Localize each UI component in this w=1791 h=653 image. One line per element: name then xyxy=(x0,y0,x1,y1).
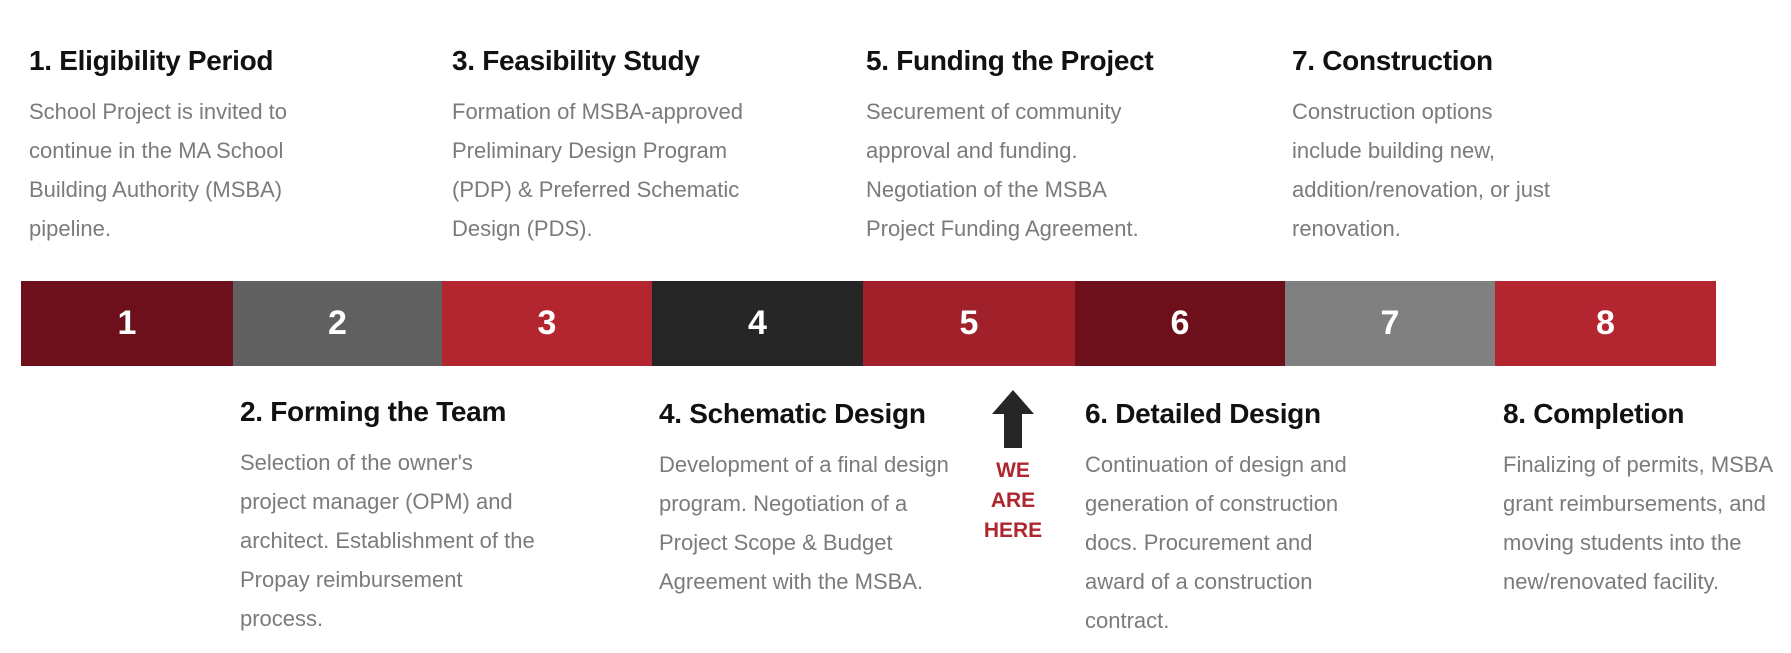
step-8-description: Finalizing of permits, MSBA grant reimbursements, and moving students into the new/renovated facility. xyxy=(1503,452,1772,594)
step-2-number: 2 xyxy=(328,304,347,342)
step-6-title: 6. Detailed Design xyxy=(1085,398,1321,429)
step-1-title: 1. Eligibility Period xyxy=(29,45,274,76)
step-1-number: 1 xyxy=(117,304,137,342)
step-5-description: Securement of community approval and funding. Negotiation of the MSBA Project Funding Agreement. xyxy=(866,99,1139,241)
step-7-segment xyxy=(1285,281,1495,366)
step-2-block xyxy=(240,395,540,638)
step-4-number: 4 xyxy=(748,304,767,342)
step-7-block xyxy=(1292,44,1562,248)
step-5-segment xyxy=(863,281,1075,366)
step-3-block xyxy=(452,44,762,248)
step-1-block xyxy=(29,44,329,248)
step-4-description: Development of a final design program. Negotiation of a Project Scope & Budget Agreement with the MSBA. xyxy=(659,452,949,594)
step-5-title: 5. Funding the Project xyxy=(866,45,1154,76)
step-8-title: 8. Completion xyxy=(1503,398,1685,429)
step-6-segment xyxy=(1075,281,1285,366)
step-6-number: 6 xyxy=(1170,304,1190,342)
step-8-number: 8 xyxy=(1596,304,1615,342)
step-bar xyxy=(21,281,1716,366)
step-7-description: Construction options include building new, addition/renovation, or just renovation. xyxy=(1292,99,1551,241)
step-5-block xyxy=(866,44,1166,248)
step-8-segment xyxy=(1495,281,1716,366)
step-3-description: Formation of MSBA-approved Preliminary Design Program (PDP) & Preferred Schematic Design (PDS). xyxy=(452,99,744,241)
step-7-title: 7. Construction xyxy=(1292,45,1493,76)
step-4-title: 4. Schematic Design xyxy=(659,398,926,429)
step-6-description: Continuation of design and generation of construction docs. Procurement and award of a construction contract. xyxy=(1085,452,1347,633)
we-are-here-marker xyxy=(970,390,1056,546)
we-are-here-label: WE ARE HERE xyxy=(983,459,1043,542)
step-2-description: Selection of the owner's project manager (OPM) and architect. Establishment of the Propay reimbursement process. xyxy=(240,450,535,631)
step-1-segment xyxy=(21,281,233,366)
step-4-segment xyxy=(652,281,863,366)
step-7-number: 7 xyxy=(1380,304,1400,342)
step-3-title: 3. Feasibility Study xyxy=(452,45,700,76)
step-4-block xyxy=(659,397,959,601)
step-3-number: 3 xyxy=(537,304,557,342)
step-8-block xyxy=(1503,397,1788,601)
up-arrow-icon xyxy=(992,390,1034,448)
step-2-title: 2. Forming the Team xyxy=(240,396,507,427)
step-3-segment xyxy=(442,281,652,366)
step-1-description: School Project is invited to continue in the MA School Building Authority (MSBA) pipeline. xyxy=(29,99,288,241)
step-5-number: 5 xyxy=(959,304,979,342)
step-6-block xyxy=(1085,397,1375,640)
step-2-segment xyxy=(233,281,442,366)
